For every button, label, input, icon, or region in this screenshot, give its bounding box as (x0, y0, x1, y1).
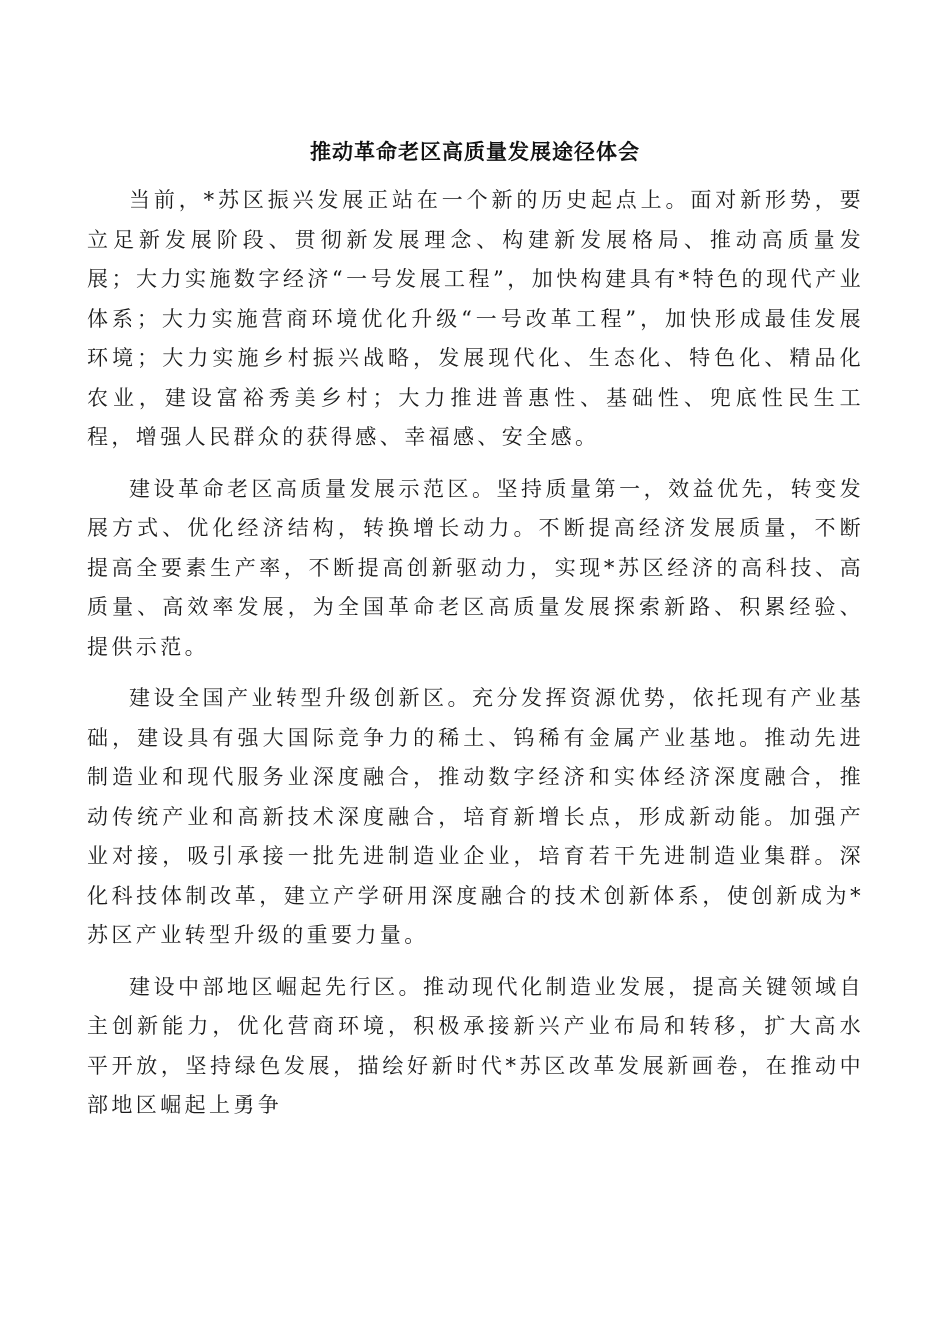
document-body (87, 181, 864, 1128)
paragraph-1: 当前，*苏区振兴发展正站在一个新的历史起点上。面对新形势，要立足新发展阶段、贯彻新发展理念、构建新发展格局、推动高质量发展；大力实施数字经济“一号发展工程”，加快构建具有*特色的现代产业体系；大力实施营商环境优化升级“一号改革工程”，加快形成最佳发展环境；大力实施乡村振兴战略，发展现代化、生态化、特色化、精品化农业，建设富裕秀美乡村；大力推进普惠性、基础性、兜底性民生工程，增强人民群众的获得感、幸福感、安全感。 (87, 188, 864, 449)
paragraph-3: 建设全国产业转型升级创新区。充分发挥资源优势，依托现有产业基础，建设具有强大国际竞争力的稀土、钨稀有金属产业基地。推动先进制造业和现代服务业深度融合，推动数字经济和实体经济深度融合，推动传统产业和高新技术深度融合，培育新增长点，形成新动能。加强产业对接，吸引承接一批先进制造业企业，培育若干先进制造业集群。深化科技体制改革，建立产学研用深度融合的技术创新体系，使创新成为*苏区产业转型升级的重要力量。 (87, 686, 864, 947)
document-title: 推动革命老区高质量发展途径体会 (310, 139, 640, 164)
paragraph-2: 建设革命老区高质量发展示范区。坚持质量第一，效益优先，转变发展方式、优化经济结构，转换增长动力。不断提高经济发展质量，不断提高全要素生产率，不断提高创新驱动力，实现*苏区经济的高科技、高质量、高效率发展，为全国革命老区高质量发展探索新路、积累经验、提供示范。 (87, 476, 864, 659)
paragraph-4: 建设中部地区崛起先行区。推动现代化制造业发展，提高关键领域自主创新能力，优化营商环境，积极承接新兴产业布局和转移，扩大高水平开放，坚持绿色发展，描绘好新时代*苏区改革发展新画卷，在推动中部地区崛起上勇争 (87, 974, 864, 1117)
